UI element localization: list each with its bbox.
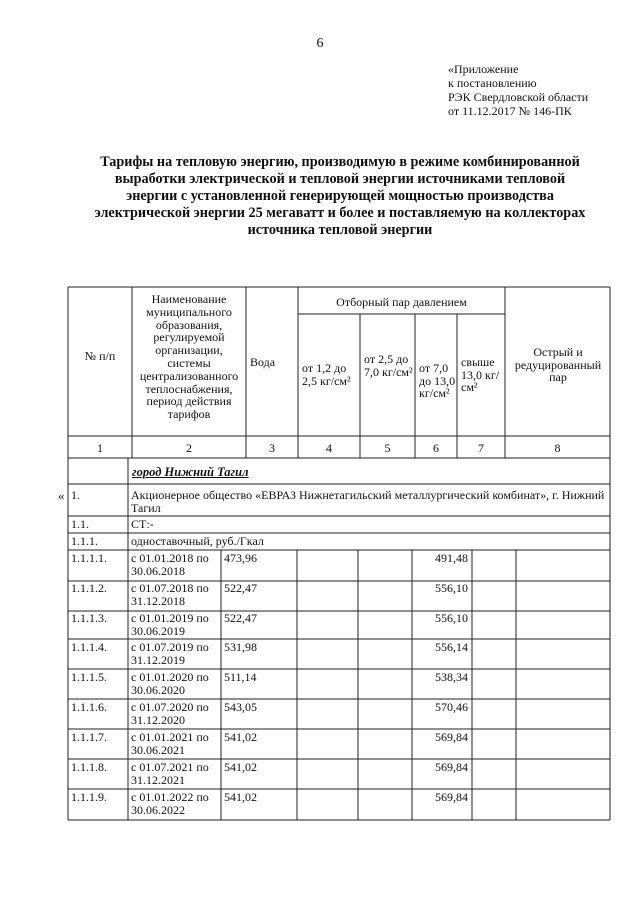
row-period: с 01.01.2020 по 30.06.2020 — [131, 671, 209, 696]
row-num: 1.1.1.6. — [71, 701, 107, 714]
org-num: 1. — [71, 489, 80, 502]
row-num: 1.1.1.2. — [71, 582, 107, 595]
row-water: 541,02 — [224, 791, 257, 804]
row-period: с 01.01.2022 по 30.06.2022 — [131, 791, 209, 816]
appendix-line: «Приложение — [448, 62, 519, 76]
header-pressure-2: от 2,5 до 7,0 кг/см² — [364, 353, 413, 378]
row-num: 1.1.1.3. — [71, 612, 107, 625]
type-name: одноставочный, руб./Гкал — [131, 535, 264, 548]
column-number: 7 — [478, 442, 484, 455]
org-name: Акционерное общество «ЕВРАЗ Нижнетагильский металлургический комбинат», г. Нижний Тагил — [131, 489, 605, 515]
title-line: Тарифы на тепловую энергию, производимую в режиме комбинированной — [100, 154, 580, 170]
row-steam-7-13: 491,48 — [435, 552, 468, 565]
header-pressure-4: свыше 13,0 кг/см² — [461, 356, 500, 394]
row-num: 1.1.1.7. — [71, 731, 107, 744]
row-period: с 01.07.2020 по 31.12.2020 — [131, 701, 209, 726]
header-name: Наименование муниципального образования, регулируемой организации, системы централизованного теплоснабжения, период действия тарифов — [139, 293, 239, 421]
row-num: 1.1.1.8. — [71, 761, 107, 774]
row-num: 1.1.1.1. — [71, 552, 107, 565]
row-water: 522,47 — [224, 612, 257, 625]
header-num: № п/п — [84, 350, 116, 363]
column-number: 2 — [186, 442, 192, 455]
row-period: с 01.07.2021 по 31.12.2021 — [131, 761, 209, 786]
row-steam-7-13: 569,84 — [435, 761, 468, 774]
row-steam-7-13: 538,34 — [435, 671, 468, 684]
column-number: 6 — [433, 442, 439, 455]
row-period: с 01.07.2018 по 31.12.2018 — [131, 582, 209, 607]
title-line: энергии с установленной генерирующей мощностью производства — [126, 188, 554, 204]
row-water: 541,02 — [224, 731, 257, 744]
row-num: 1.1.1.9. — [71, 791, 107, 804]
row-steam-7-13: 556,10 — [435, 612, 468, 625]
page-number: 6 — [316, 36, 324, 51]
row-steam-7-13: 556,10 — [435, 582, 468, 595]
column-number: 4 — [326, 442, 332, 455]
row-period: с 01.01.2019 по 30.06.2019 — [131, 612, 209, 637]
header-pressure-1: от 1,2 до 2,5 кг/см² — [302, 362, 351, 387]
appendix-line: РЭК Свердловской области — [448, 90, 589, 104]
header-pressure-3: от 7,0 до 13,0 кг/см² — [419, 362, 456, 400]
row-water: 522,47 — [224, 582, 257, 595]
column-number: 8 — [554, 442, 561, 455]
header-steam-group: Отборный пар давлением — [336, 296, 467, 309]
row-steam-7-13: 569,84 — [435, 731, 468, 744]
row-period: с 01.07.2019 по 31.12.2019 — [131, 641, 209, 666]
city-name: город Нижний Тагил — [132, 466, 249, 479]
title-line: электрической энергии 25 мегаватт и более и поставляемую на коллекторах — [94, 205, 586, 221]
row-period: с 01.01.2018 по 30.06.2018 — [131, 552, 209, 577]
row-num: 1.1.1.5. — [71, 671, 107, 684]
row-water: 531,98 — [224, 641, 257, 654]
row-water: 543,05 — [224, 701, 257, 714]
quote-mark: « — [58, 488, 65, 503]
title-line: источника тепловой энергии — [247, 222, 433, 238]
system-num: 1.1. — [71, 518, 89, 531]
row-steam-7-13: 556,14 — [435, 641, 468, 654]
row-water: 473,96 — [224, 552, 257, 565]
title-line: выработки электрической и тепловой энергии источниками тепловой — [114, 171, 566, 187]
appendix-line: от 11.12.2017 № 146-ПК — [448, 104, 572, 118]
row-steam-7-13: 570,46 — [435, 701, 468, 714]
row-water: 511,14 — [224, 671, 257, 684]
header-water: Вода — [250, 356, 276, 369]
appendix-line: к постановлению — [448, 76, 537, 90]
row-period: с 01.01.2021 по 30.06.2021 — [131, 731, 209, 756]
column-number: 3 — [269, 442, 275, 455]
system-name: СТ:- — [131, 518, 154, 531]
row-water: 541,02 — [224, 761, 257, 774]
type-num: 1.1.1. — [71, 535, 98, 548]
row-num: 1.1.1.4. — [71, 641, 107, 654]
column-number: 5 — [384, 442, 391, 455]
row-steam-7-13: 569,84 — [435, 791, 468, 804]
header-sharp-steam: Острый и редуцированный пар — [514, 346, 602, 384]
column-number: 1 — [97, 442, 103, 455]
